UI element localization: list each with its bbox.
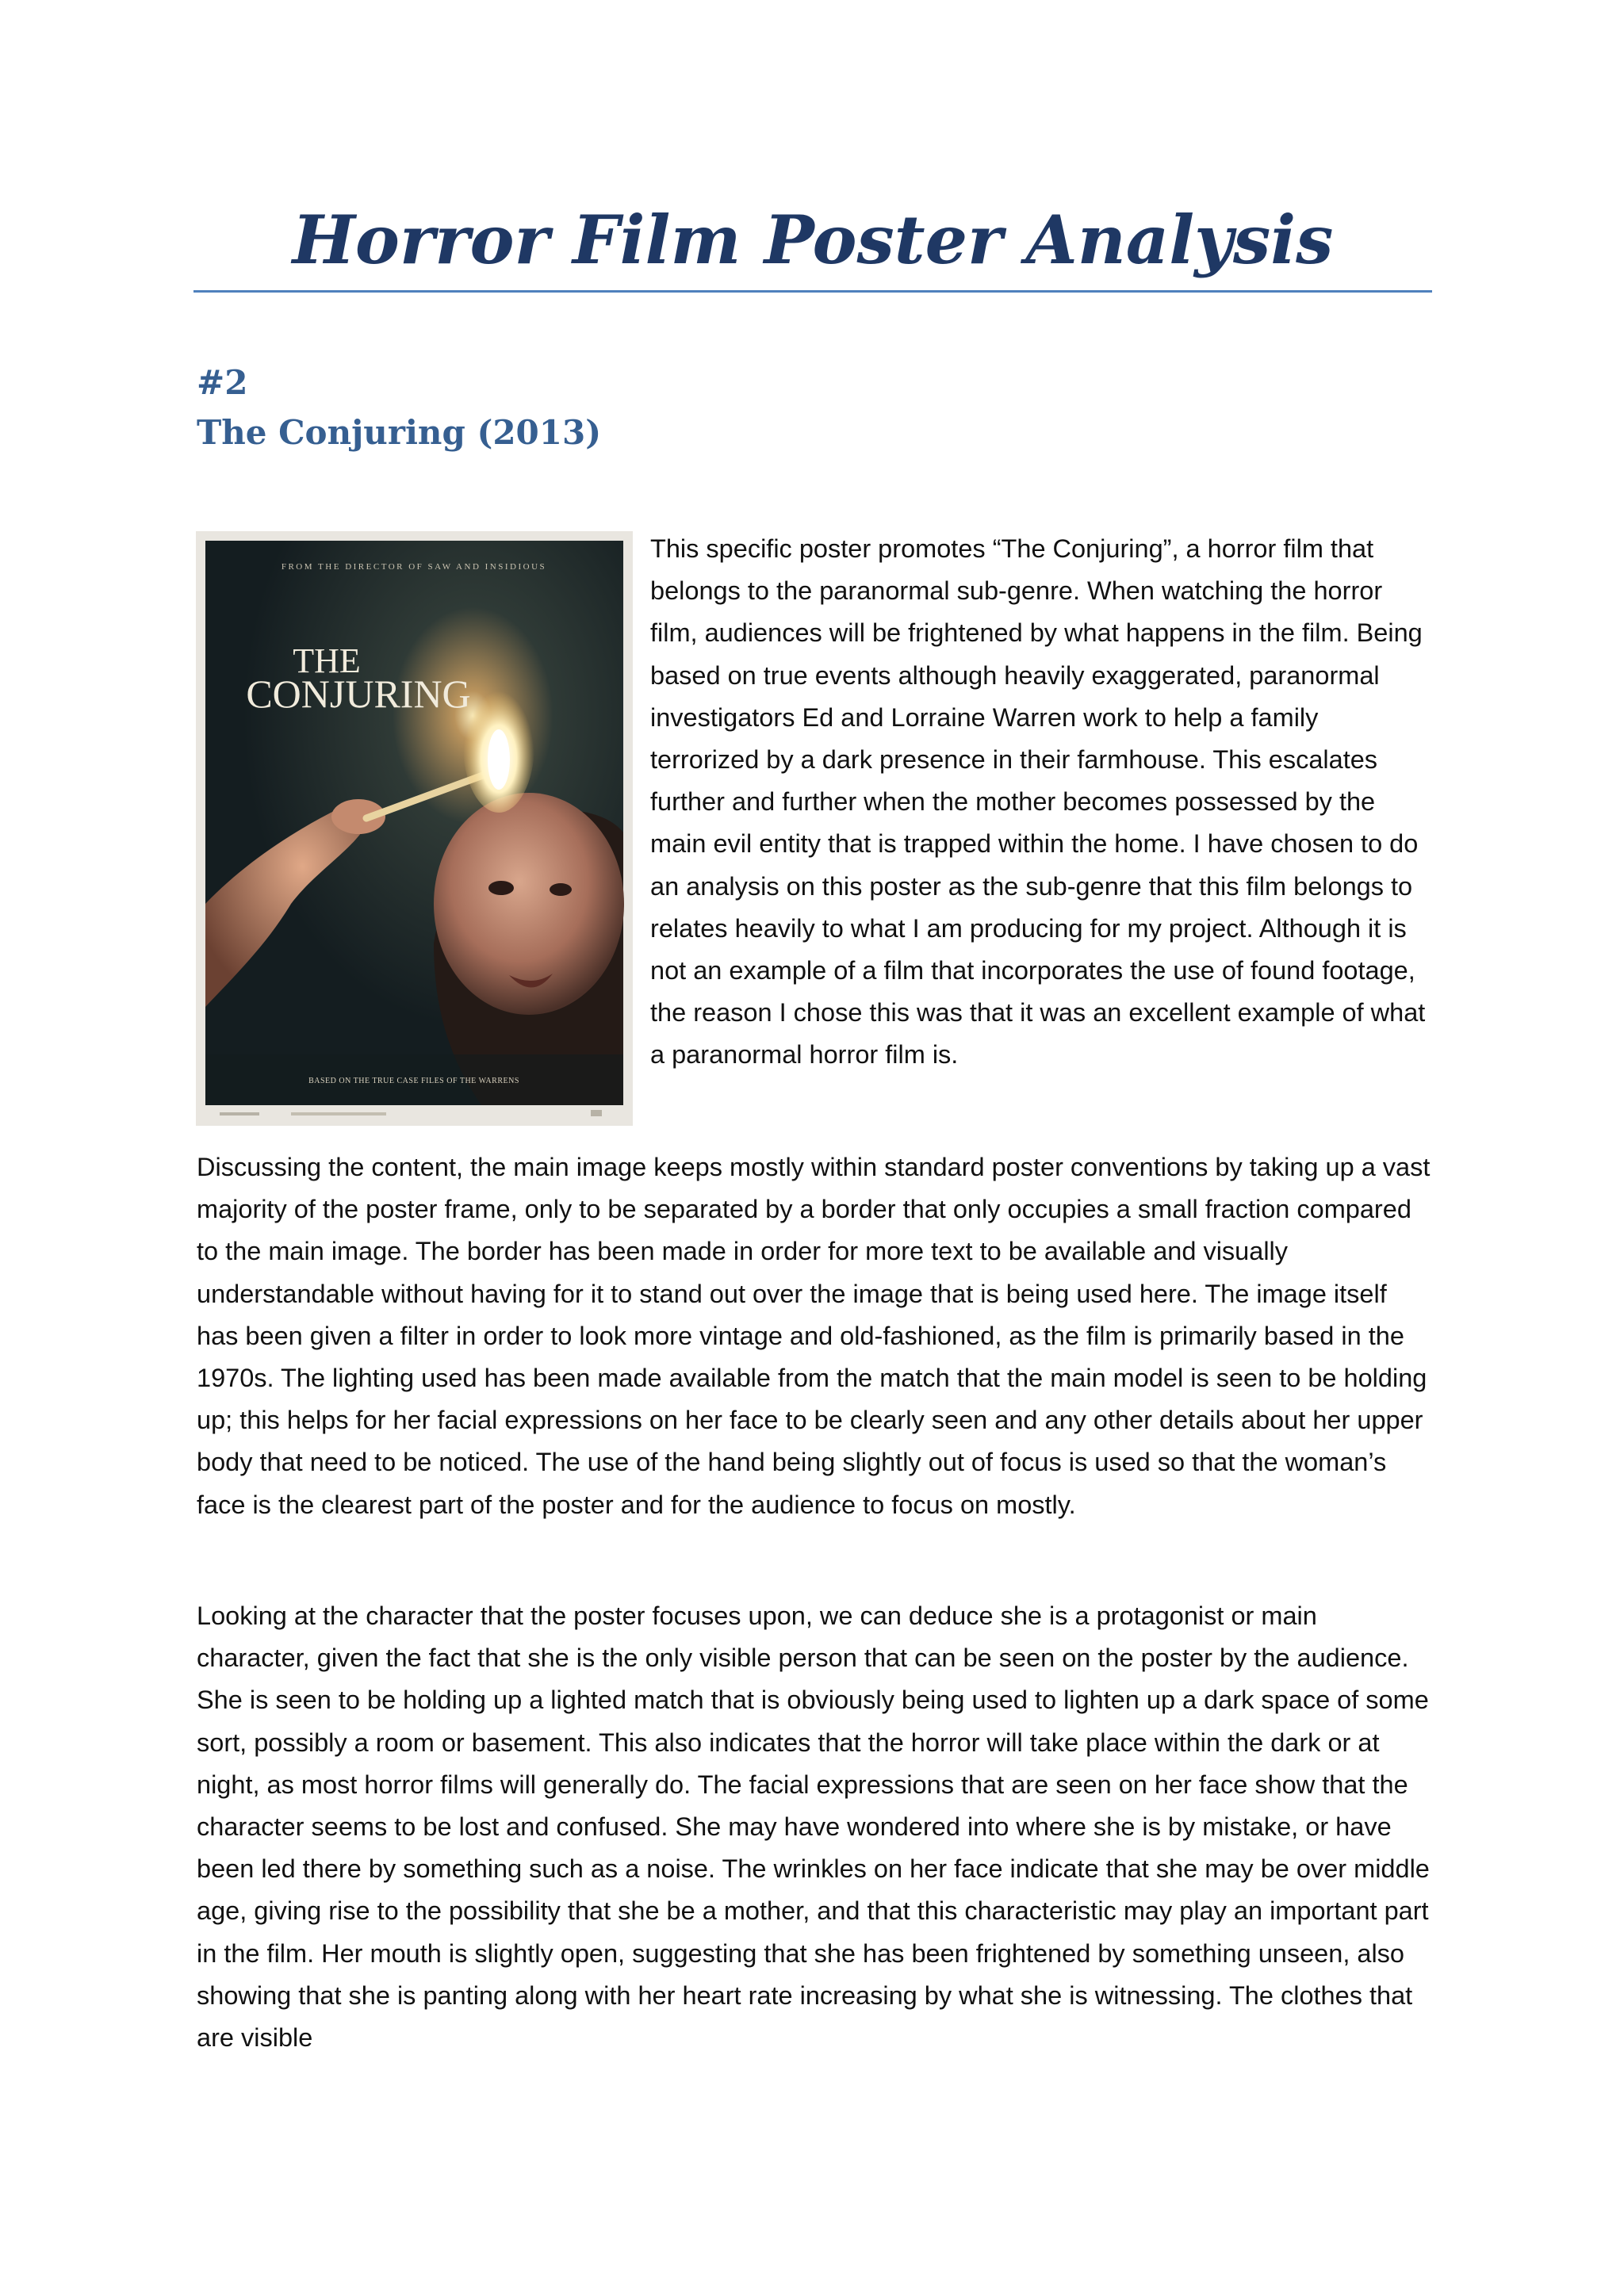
intro-paragraph — [650, 528, 1427, 1077]
title-divider — [193, 290, 1432, 293]
character-text: Looking at the character that the poster focuses upon, we can deduce she is a protagonist or main character, given the fact that she is the only visible person that can be seen on the poster by the audience. She is seen to be holding up a lighted match that is obviously being used to lighten up a dark space of some sort, possibly a room or basement. This also indicates that the horror will take place within the dark or at night, as most horror films will generally do. The facial expressions that are seen on her face show that the character seems to be lost and confused. She may have wondered into where she is by mistake, or have been led there by something such as a noise. The wrinkles on her face indicate that she may be over middle age, giving rise to the possibility that she be a mother, and that this characteristic may play an important part in the film. Her mouth is slightly open, suggesting that she has been frightened by something unseen, also showing that she is panting along with her heart rate increasing by what she is witnessing. The clothes that are visible — [197, 1601, 1430, 2053]
conjuring-poster-image — [196, 531, 633, 1126]
poster-top-tagline: FROM THE DIRECTOR OF SAW AND INSIDIOUS — [281, 562, 547, 572]
film-heading: The Conjuring (2013) — [197, 413, 602, 452]
content-paragraph — [197, 1146, 1434, 1526]
character-paragraph — [197, 1595, 1434, 2059]
page-title: Horror Film Poster Analysis — [292, 201, 1334, 279]
section-number: #2 — [197, 363, 248, 402]
intro-text: This specific poster promotes “The Conjuring”, a horror film that belongs to the paranormal sub-genre. When watching the horror film, audiences will be frightened by what happens in the film. Being based on true events although heavily exaggerated, paranormal investigators Ed and Lorraine Warren work to help a family terrorized by a dark presence in their farmhouse. This escalates further and further when the mother becomes possessed by the main evil entity that is trapped within the home. I have chosen to do an analysis on this poster as the sub-genre that this film belongs to relates heavily to what I am producing for my project. Although it is not an example of a film that incorporates the use of found footage, the reason I chose this was that it was an excellent example of what a paranormal horror film is. — [650, 534, 1426, 1070]
content-text: Discussing the content, the main image keeps mostly within standard poster conventions by taking up a vast majority of the poster frame, only to be separated by a border that only occupies a small fraction compared to the main image. The border has been made in order for more text to be available and visually understandable without having for it to stand out over the image that is being used here. The image itself has been given a filter in order to look more vintage and old-fashioned, as the film is primarily based in the 1970s. The lighting used has been made available from the match that the main model is seen to be holding up; this helps for her facial expressions on her face to be clearly seen and any other details about her upper body that need to be noticed. The use of the hand being slightly out of focus is used so that the woman’s face is the clearest part of the poster and for the audience to focus on mostly. — [197, 1153, 1431, 1519]
poster-artwork — [196, 531, 633, 1126]
poster-bottom-tagline: BASED ON THE TRUE CASE FILES OF THE WARRENS — [308, 1077, 519, 1085]
poster-logo-title: CONJURING — [246, 672, 471, 716]
poster-logo-the: THE — [293, 641, 361, 680]
